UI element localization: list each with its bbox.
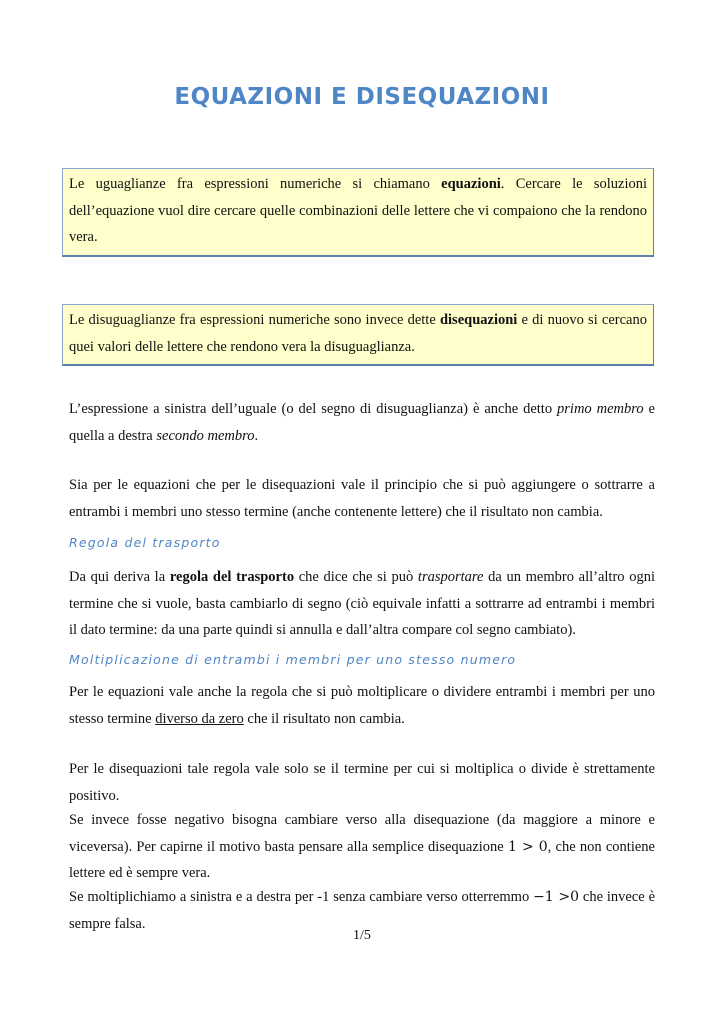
term-secondo-membro: secondo membro xyxy=(156,427,255,444)
p1-text: L’espressione a sinistra dell’uguale (o del segno di disuguaglianza) è anche detto xyxy=(69,401,558,417)
term-equazioni: equazioni xyxy=(441,176,501,192)
term-trasportare: trasportare xyxy=(417,569,484,585)
box1-text: Le uguaglianze fra espressioni numeriche si chiamano xyxy=(69,176,442,192)
math-one-greater-zero: 1 > 0 xyxy=(507,838,548,855)
p6-text: Se invece fosse negativo bisogna cambiare verso alla disequazione (da maggiore a minore e viceversa). Per capirne il motivo basta pensare alla semplice disequazione xyxy=(69,812,655,855)
heading-moltiplicazione: Moltiplicazione di entrambi i membri per uno stesso numero xyxy=(69,652,517,667)
p3-text-end: da un membro all’altro ogni termine che si vuole, basta cambiarlo di segno (ciò equivale infatti a sottrarre ad entrambi i membri il dato termine: da una parte quindi si annulla e dall’altra compare col segno cambiato). xyxy=(69,569,655,638)
p7-text-end: che invece è sempre falsa. xyxy=(69,889,656,932)
underlined-diverso-da-zero: diverso da zero xyxy=(155,710,244,727)
term-disequazioni: disequazioni xyxy=(439,312,518,328)
p7-text: Se moltiplichiamo a sinistra e a destra per -1 senza cambiare verso otterremmo xyxy=(69,889,534,905)
paragraph-multiply-inequalities: Per le disequazioni tale regola vale solo se il termine per cui si moltiplica o divide è strettamente positivo. xyxy=(69,761,655,804)
definition-box-inequalities xyxy=(62,304,654,366)
p3-text: Da qui deriva la xyxy=(69,569,170,585)
p3-text-mid: che dice che si può xyxy=(294,569,418,585)
p4-text-end: che il risultato non cambia. xyxy=(243,710,405,727)
heading-regola-trasporto: Regola del trasporto xyxy=(69,535,221,550)
box1-text-end: . Cercare le soluzioni dell’equazione vuol dire cercare quelle combinazioni delle lettere che vi compaiono che la rendono vera. xyxy=(69,176,648,245)
p1-text-end: . xyxy=(254,427,259,444)
paragraph-members xyxy=(69,396,655,449)
math-minus-one-greater-zero: −1 >0 xyxy=(533,889,580,905)
box2-text-end: e di nuovo si cercano quei valori delle lettere che rendono vera la disuguaglianza. xyxy=(69,312,647,355)
page-title: EQUAZIONI E DISEQUAZIONI xyxy=(174,84,550,110)
box2-text: Le disuguaglianze fra espressioni numeriche sono invece dette xyxy=(69,312,440,328)
paragraph-multiply-equations xyxy=(69,679,655,732)
page-number: 1/5 xyxy=(353,928,371,943)
term-primo-membro: primo membro xyxy=(557,401,644,417)
term-regola-trasporto: regola del trasporto xyxy=(169,569,295,585)
p4-text: Per le equazioni vale anche la regola che si può moltiplicare o dividere entrambi i membri per uno stesso termine xyxy=(69,684,655,727)
definition-box-equations xyxy=(62,168,654,257)
paragraph-negative-case xyxy=(69,807,655,887)
paragraph-principle: Sia per le equazioni che per le disequazioni vale il principio che si può aggiungere o sottrarre a entrambi i membri uno stesso termine (anche contenente lettere) che il risultato non cambia. xyxy=(69,477,655,520)
p6-text-end: , che non contiene lettere ed è sempre vera. xyxy=(69,838,655,881)
paragraph-trasporto xyxy=(69,564,655,644)
p1-text-mid: e quella a destra xyxy=(69,401,655,444)
